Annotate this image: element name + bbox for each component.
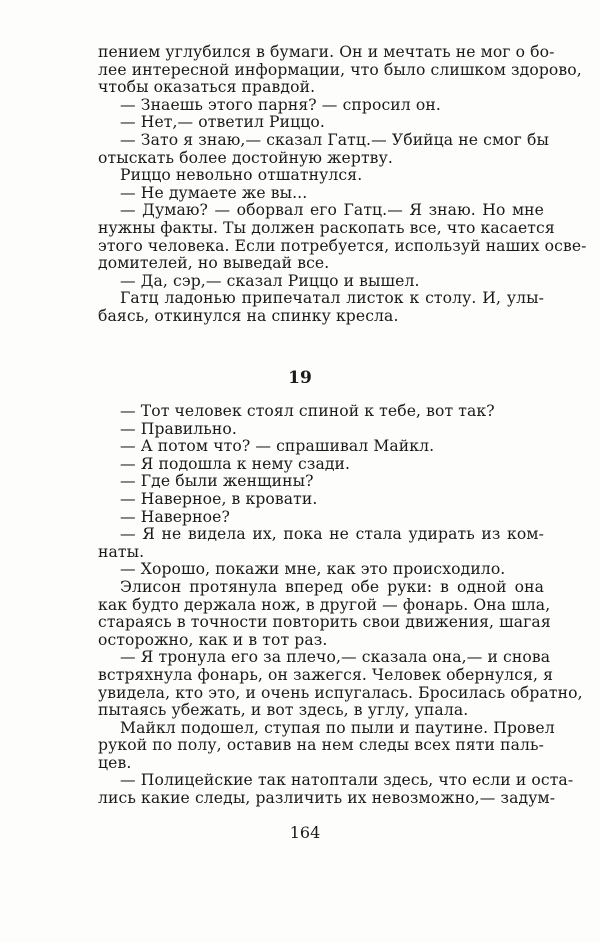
text-line: — А потом что? — спрашивал Майкл. — [120, 437, 435, 456]
text-line: рукой по полу, оставив на нем следы всех пяти паль- — [98, 736, 544, 755]
text-block-bottom — [98, 402, 583, 808]
text-line: Элисон протянула вперед обе руки: в одной она — [120, 577, 544, 596]
text-line: Гатц ладонью припечатал листок к столу. И, улы- — [120, 289, 544, 308]
text-line: пением углубился в бумаги. Он и мечтать не мог о бо- — [98, 43, 555, 61]
text-line: стараясь в точности повторить свои движения, шагая — [98, 613, 551, 632]
text-line: цев. — [98, 753, 132, 772]
text-line: осторожно, как и в тот раз. — [98, 630, 328, 649]
text-line: как будто держала нож, в другой — фонарь. Она шла, — [98, 595, 551, 614]
text-line: — Правильно. — [120, 419, 237, 438]
text-line: — Полицейские так натоптали здесь, что если и оста- — [120, 771, 574, 790]
text-line: — Я тронула его за плечо,— сказала она,— и снова — [120, 648, 551, 667]
text-line: — Наверное, в кровати. — [120, 489, 318, 508]
text-block-top — [98, 43, 587, 326]
text-line: — Наверное? — [120, 507, 230, 526]
text-line: нужны факты. Ты должен раскопать все, что касается — [98, 218, 555, 237]
text-line: — Да, сэр,— сказал Риццо и вышел. — [120, 271, 420, 290]
page-number: 164 — [289, 823, 321, 842]
text-line: — Думаю? — оборвал его Гатц.— Я знаю. Но мне — [120, 201, 544, 220]
text-line: — Я подошла к нему сзади. — [120, 454, 351, 473]
text-line: — Где были женщины? — [120, 472, 314, 491]
text-line: увидела, кто это, и очень испугалась. Бросилась обратно, — [98, 683, 583, 702]
text-line: пытаясь убежать, и вот здесь, в углу, упала. — [98, 701, 469, 720]
text-line: этого человека. Если потребуется, используй наших осве- — [98, 236, 587, 255]
text-line: — Я не видела их, пока не стала удирать из ком- — [120, 525, 544, 544]
text-line: лись какие следы, различить их невозможно,— задум- — [98, 789, 556, 808]
text-line: лее интересной информации, что было слишком здорово, — [98, 60, 582, 79]
text-line: — Не думаете же вы... — [120, 183, 308, 202]
text-line: домителей, но выведай все. — [98, 254, 330, 273]
text-line: наты. — [98, 542, 145, 561]
text-line: — Нет,— ответил Риццо. — [120, 113, 325, 132]
text-line: — Тот человек стоял спиной к тебе, вот так? — [120, 402, 495, 420]
text-line: — Хорошо, покажи мне, как это происходило. — [120, 560, 506, 579]
chapter-number: 19 — [288, 368, 312, 388]
text-line: отыскать более достойную жертву. — [98, 148, 393, 167]
text-line: — Зато я знаю,— сказал Гатц.— Убийца не смог бы — [120, 130, 550, 149]
text-line: чтобы оказаться правдой. — [98, 78, 316, 97]
text-line: Риццо невольно отшатнулся. — [120, 166, 363, 185]
text-line: Майкл подошел, ступая по пыли и паутине. Провел — [120, 718, 555, 737]
text-line: встряхнула фонарь, он зажегся. Человек обернулся, я — [98, 665, 554, 684]
text-line: — Знаешь этого парня? — спросил он. — [120, 95, 441, 114]
text-line: баясь, откинулся на спинку кресла. — [98, 306, 399, 325]
